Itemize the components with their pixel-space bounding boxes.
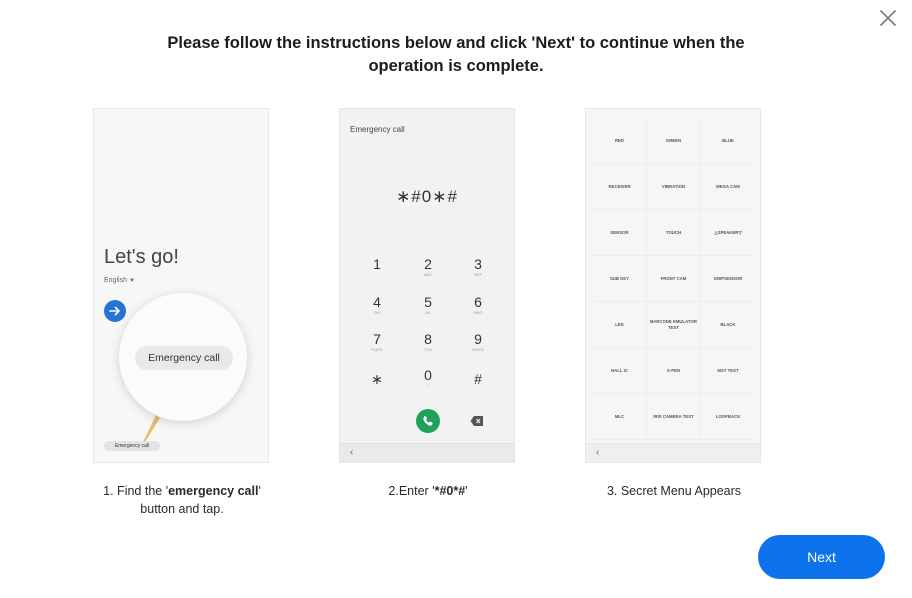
arrow-right-icon [104, 300, 126, 322]
dial-key-hash [458, 371, 498, 387]
call-button [416, 409, 440, 433]
dial-key-number: 1 [373, 256, 381, 272]
dial-key-7 [357, 331, 397, 353]
dial-key-5 [408, 294, 448, 316]
menu-cell: MEGA CAM [701, 164, 755, 210]
menu-row [593, 210, 755, 256]
dial-key-number: 9 [474, 331, 482, 347]
emergency-call-button-small: Emergency call [104, 441, 160, 451]
dial-key-number: 6 [474, 294, 482, 310]
menu-row [593, 164, 755, 210]
dial-key-0 [408, 367, 448, 389]
menu-row [593, 348, 755, 394]
menu-cell: SUB KEY [593, 256, 647, 302]
language-selector [104, 277, 135, 284]
menu-cell: LED [593, 302, 647, 348]
step2-caption-post: ' [465, 484, 468, 498]
dial-key-number: 4 [373, 294, 381, 310]
instructions-title [100, 32, 812, 78]
menu-cell: IRIS CAMERA TEST [647, 394, 701, 440]
nav-bar [340, 443, 514, 463]
dial-key-number: 8 [424, 331, 432, 347]
menu-cell: VIBRATION [647, 164, 701, 210]
close-button[interactable] [876, 6, 900, 30]
dial-key-letters: ABC [423, 272, 433, 277]
dial-key-number: 2 [424, 256, 432, 272]
menu-cell: BLACK [701, 302, 755, 348]
backspace-icon [470, 415, 484, 427]
step2-caption [323, 482, 533, 500]
dial-key-9 [458, 331, 498, 353]
dial-key-letters: JKL [424, 310, 432, 315]
menu-cell: GRIPSENSOR [701, 256, 755, 302]
dial-key-1 [357, 256, 397, 272]
menu-cell: BARCODE EMULATOR TEST [647, 302, 701, 348]
step1-caption-post: ' [258, 484, 261, 498]
step1-caption-bold: emergency call [168, 484, 259, 498]
title-line-2: operation is complete. [368, 57, 544, 75]
dialer-header: Emergency call [350, 125, 405, 134]
lets-go-heading: Let's go! [104, 246, 179, 268]
dial-key-letters: DEF [474, 272, 482, 277]
dial-key-number: ∗ [371, 371, 383, 387]
magnified-emergency-call-button: Emergency call [135, 346, 233, 370]
menu-cell: RED [593, 118, 647, 164]
step1-phone-image [93, 108, 269, 463]
secret-menu-grid [593, 118, 755, 440]
magnifier-pointer [142, 415, 160, 443]
menu-row [593, 394, 755, 440]
dial-key-8 [408, 331, 448, 353]
dial-key-letters: MNO [473, 310, 483, 315]
nav-bar [586, 443, 760, 463]
dial-key-6 [458, 294, 498, 316]
menu-row [593, 256, 755, 302]
dial-key-letters: GHI [373, 310, 381, 315]
chevron-left-icon: ‹ [350, 447, 354, 458]
language-label: English [104, 277, 127, 284]
step1-caption-pre: 1. Find the ' [103, 484, 169, 498]
menu-cell: TOUCH [647, 210, 701, 256]
dial-key-number: 7 [373, 331, 381, 347]
close-icon [876, 6, 900, 30]
phone-icon [416, 409, 440, 433]
menu-cell: MLC [593, 394, 647, 440]
menu-cell: BLUE [701, 118, 755, 164]
dial-key-letters: TUV [424, 347, 432, 352]
step2-caption-pre: 2.Enter ' [388, 484, 435, 498]
menu-cell: MST TEST [701, 348, 755, 394]
step3-phone-image [585, 108, 761, 463]
dialer-code-display: ∗#0∗# [396, 187, 458, 206]
menu-cell: FRONT CAM [647, 256, 701, 302]
dial-key-star [357, 371, 397, 387]
dial-key-number: # [474, 371, 482, 387]
caret-down-icon: ▼ [128, 278, 135, 284]
chevron-left-icon: ‹ [596, 447, 600, 458]
dial-key-3 [458, 256, 498, 278]
dial-key-number: 0 [424, 367, 432, 383]
dial-key-4 [357, 294, 397, 316]
menu-cell: LOOPBACK [701, 394, 755, 440]
step1-caption-line2: button and tap. [140, 502, 224, 516]
step2-caption-bold: *#0*# [434, 484, 466, 498]
dial-key-letters: PQRS [371, 347, 383, 352]
menu-cell: SENSOR [593, 210, 647, 256]
step3-caption: 3. Secret Menu Appears [606, 484, 742, 498]
next-button[interactable]: Next [758, 535, 885, 579]
menu-cell: S-PEN [647, 348, 701, 394]
backspace-button [470, 414, 484, 426]
dial-key-letters: + [426, 383, 430, 388]
dial-key-letters: WXYZ [472, 347, 484, 352]
magnifier-circle [119, 293, 247, 421]
step2-phone-image [339, 108, 515, 463]
menu-cell: △SPEAKER▽ [701, 210, 755, 256]
dial-key-2 [408, 256, 448, 278]
start-arrow-button [104, 300, 126, 322]
step1-caption [77, 482, 287, 518]
menu-cell: GREEN [647, 118, 701, 164]
menu-row [593, 302, 755, 348]
title-line-1: Please follow the instructions below and click 'Next' to continue when the [167, 34, 745, 52]
menu-row [593, 118, 755, 164]
menu-cell: HALL IC [593, 348, 647, 394]
dial-key-number: 5 [424, 294, 432, 310]
dial-key-number: 3 [474, 256, 482, 272]
menu-cell: RECEIVER [593, 164, 647, 210]
